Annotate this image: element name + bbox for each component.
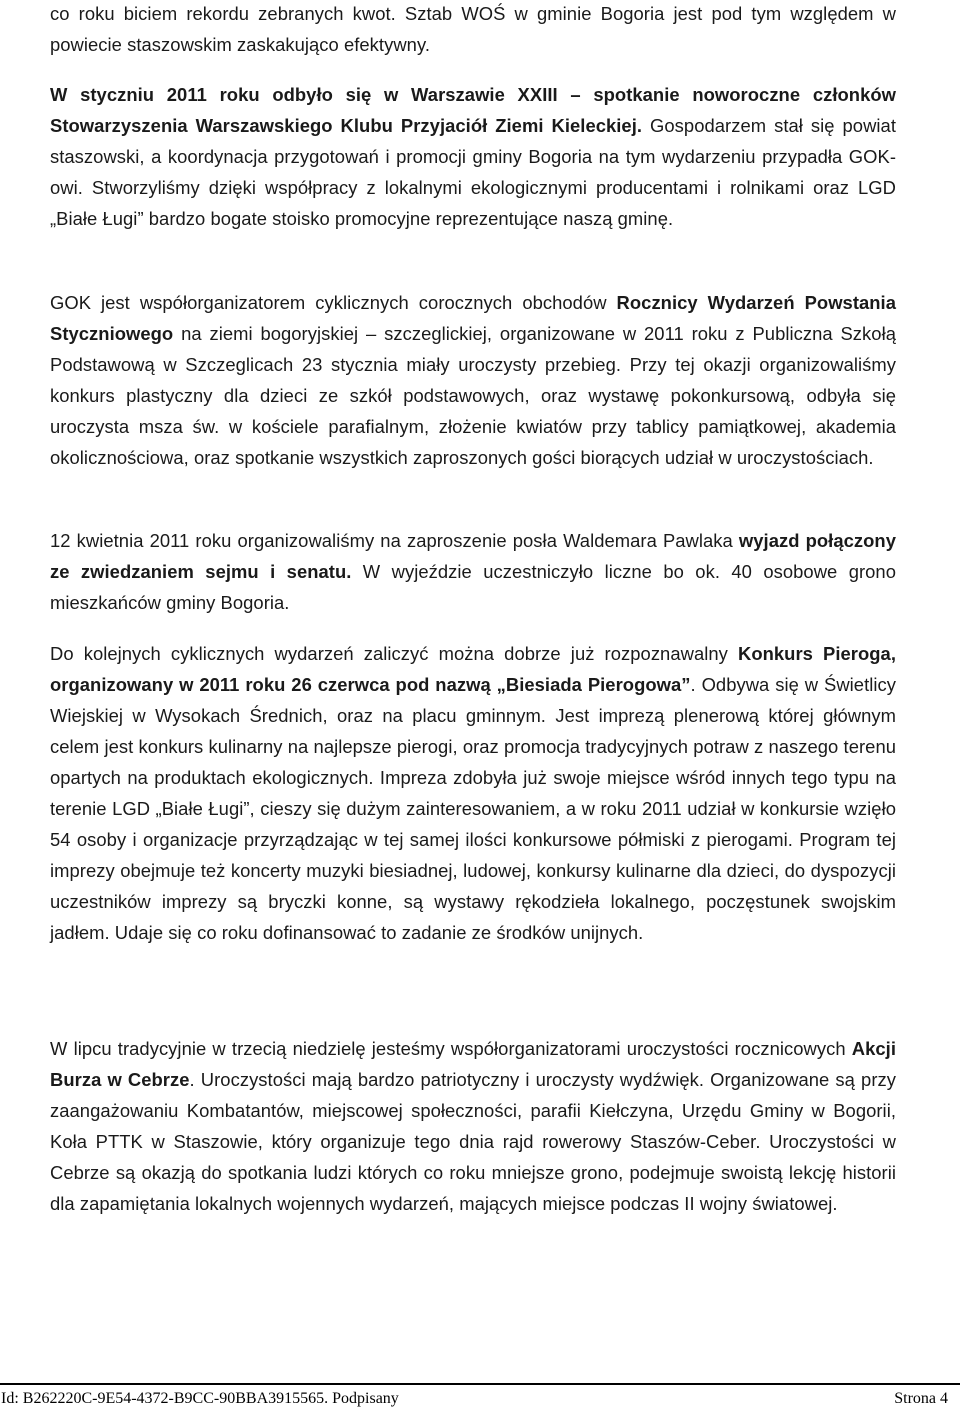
paragraph-text: . Uroczystości mają bardzo patriotyczny i uroczysty wydźwięk. Organizowane są przy zaangażowaniu Kombatantów, miejscowej społeczności, parafii Kiełczyna, Urzędu Gminy w Bogorii, Koła PTTK w Staszowie, który organizuje tego dnia rajd rowerowy Staszów-Ceber. Uroczystości w Cebrze są okazją do spotkania ludzi których co roku mniejsze grono, podejmuje swoistą lekcję historii dla zapamiętania lokalnych wojennych wydarzeń, mających miejsce podczas II wojny światowej. (50, 1069, 896, 1214)
bold-phrase: wyjazd połączony ze zwiedzaniem sejmu i senatu. (50, 530, 896, 582)
paragraph-text: W lipcu tradycyjnie w trzecią niedzielę jesteśmy współorganizatorami uroczystości rocznicowych (50, 1038, 852, 1059)
bold-phrase: Rocznicy Wydarzeń Powstania Styczniowego (50, 292, 896, 344)
paragraph-text: Do kolejnych cyklicznych wydarzeń zaliczyć można dobrze już rozpoznawalny (50, 643, 738, 664)
paragraph-text: W wyjeździe uczestniczyło liczne bo ok. 40 osobowe grono mieszkańców gminy Bogoria. (50, 561, 896, 613)
bold-phrase: Konkurs Pieroga, organizowany w 2011 roku 26 czerwca pod nazwą „Biesiada Pierogowa” (50, 643, 896, 695)
bold-phrase: Akcji Burza w Cebrze (50, 1038, 896, 1090)
footer-divider (0, 1383, 960, 1385)
paragraph-text: . Odbywa się w Świetlicy Wiejskiej w Wysokach Średnich, oraz na placu gminnym. Jest imprezą plenerową której głównym celem jest konkurs kulinarny na najlepsze pierogi, oraz promocja tradycyjnych potraw z naszego terenu opartych na produktach ekologicznych. Impreza zdobyła już swoje miejsce wśród innych tego typu na terenie LGD „Białe Ługi”, cieszy się dużym zainteresowaniem, a w roku 2011 udział w konkursie wzięło 54 osoby i organizacje przyrządzając w tej samej ilości konkursowe półmiski z pierogami. Program tej imprezy obejmuje też koncerty muzyki biesiadnej, ludowej, konkursy kulinarne dla dzieci, do dyspozycji uczestników imprezy są bryczki konne, są wystawy rękodzieła lokalnego, poczęstunek swojskim jadłem. Udaje się co roku dofinansować to zadanie ze środków unijnych. (50, 674, 896, 943)
paragraph-january-uprising (50, 287, 896, 473)
paragraph-pierogi-contest (50, 638, 896, 948)
paragraph-sejm-trip (50, 525, 896, 618)
footer-document-id: Id: B262220C-9E54-4372-B9CC-90BBA3915565. Podpisany (1, 1390, 399, 1407)
paragraph-text: Gospodarzem stał się powiat staszowski, a koordynacja przygotowań i promocji gminy Bogoria na tym wydarzeniu przypadła GOK-owi. Stworzyliśmy dzięki współpracy z lokalnymi ekologicznymi producentami i rolnikami oraz LGD „Białe Ługi” bardzo bogate stoisko promocyjne reprezentujące naszą gminę. (50, 115, 896, 229)
paragraph-wosp (50, 0, 896, 60)
paragraph-warsaw-meeting (50, 79, 896, 234)
paragraph-text: GOK jest współorganizatorem cyklicznych corocznych obchodów (50, 292, 617, 313)
paragraph-text: na ziemi bogoryjskiej – szczeglickiej, organizowane w 2011 roku z Publiczna Szkołą Podstawową w Szczeglicach 23 stycznia miały uroczysty przebieg. Przy tej okazji organizowaliśmy konkurs plastyczny dla dzieci ze szkół podstawowych, oraz wystawę pokonkursową, odbyła się uroczysta msza św. w kościele parafialnym, złożenie kwiatów przy tablicy pamiątkowej, akademia okolicznościowa, oraz spotkanie wszystkich zaproszonych gości biorących udział w uroczystościach. (50, 323, 896, 468)
paragraph-burza-cebra (50, 1033, 896, 1219)
paragraph-text: co roku biciem rekordu zebranych kwot. Sztab WOŚ w gminie Bogoria jest pod tym względem w powiecie staszowskim zaskakująco efektywny. (50, 3, 896, 55)
bold-phrase: W styczniu 2011 roku odbyło się w Warszawie XXIII – spotkanie noworoczne członków Stowarzyszenia Warszawskiego Klubu Przyjaciół Ziemi Kieleckiej. (50, 84, 896, 136)
footer-page-number: Strona 4 (894, 1390, 948, 1407)
paragraph-text: 12 kwietnia 2011 roku organizowaliśmy na zaproszenie posła Waldemara Pawlaka (50, 530, 739, 551)
